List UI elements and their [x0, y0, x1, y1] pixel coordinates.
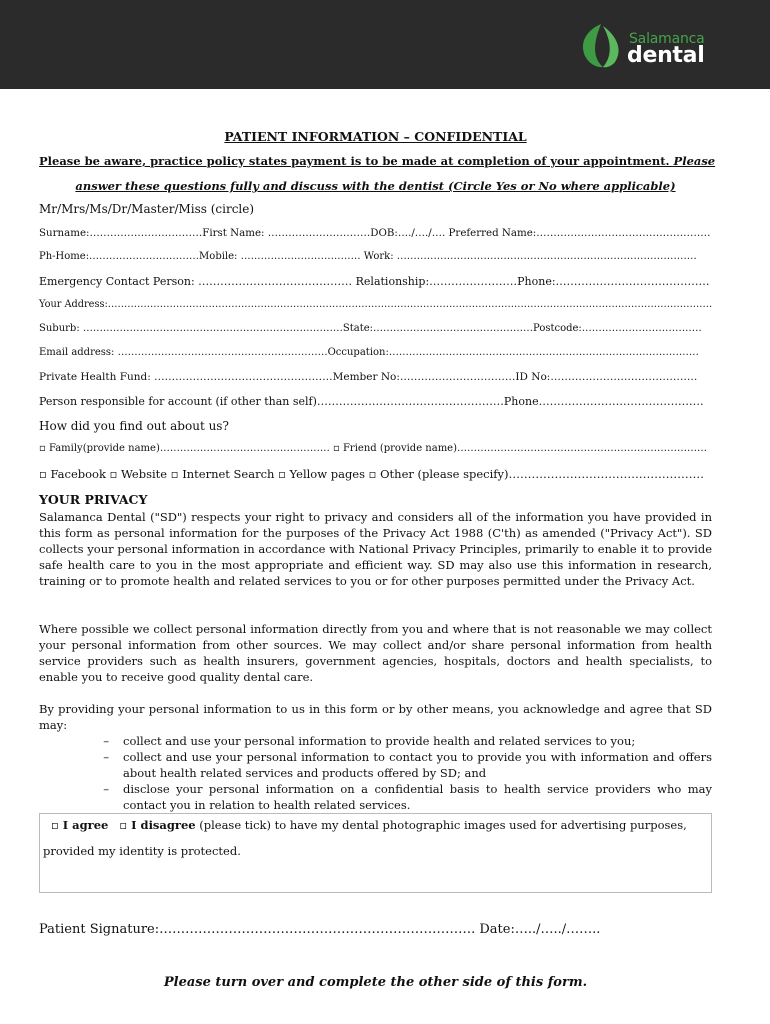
footer-note: Please turn over and complete the other side of this form. — [163, 975, 588, 990]
referral-sources[interactable]: ▫ Facebook ▫ Website ▫ Internet Search ▫ Yellow pages ▫ Other (please specify)…………………………………………… — [39, 467, 705, 481]
find-us-question: How did you find out about us? — [39, 419, 229, 433]
payment-notice-text: Please be aware, practice policy states payment is to be made at completion of your appointment. — [39, 154, 674, 168]
address-field[interactable]: Your Address:…………………………………………………………………………………………………………………………………………………………………… — [39, 299, 713, 310]
privacy-paragraph-2: Where possible we collect personal information directly from you and where that is not reasonable we may collect your personal information from other sources. We may collect and/or share personal information from health service providers such as health insurers, government agencies, hospitals, doctors and health specialists, to enable you to receive good quality dental care. — [39, 622, 712, 684]
suburb-field[interactable]: Suburb: ……………………………………………………………………State:…………………………………………Postcode:……………………………… — [39, 323, 702, 334]
page-title: PATIENT INFORMATION – CONFIDENTIAL — [224, 129, 527, 144]
list-item: – disclose your personal information on a confidential basis to health service providers who may contact you in relation to health related services. — [103, 782, 712, 812]
referral-family-friend[interactable]: ▫ Family(provide name)…………………………………………… ▫ Friend (provide name)………………………………………………………………… — [39, 443, 708, 454]
instructions-notice: answer these questions fully and discuss with the dentist (Circle Yes or No where applicable) — [75, 179, 676, 193]
salamanca-dental-logo — [577, 22, 717, 70]
logo-text-dental: dental — [627, 43, 705, 68]
phone-field[interactable]: Ph-Home:……………………………Mobile: ……………………………… Work: ……………………………………………………………………………… — [39, 251, 697, 262]
list-item: – collect and use your personal information to provide health and related services to you; — [103, 734, 636, 748]
consent-line-1 — [51, 818, 687, 832]
payment-notice — [39, 154, 716, 168]
leaf-icon — [577, 22, 625, 70]
photo-consent-box — [39, 813, 712, 893]
agree-checkbox[interactable]: ▫ I agree — [51, 818, 109, 832]
patient-signature-field[interactable]: Patient Signature:………………………………………………………………. Date:…../…../…….. — [39, 922, 601, 937]
list-item: – collect and use your personal information to contact you to provide you with information and offers about health related services and products offered by SD; and — [103, 750, 712, 780]
emergency-contact-field[interactable]: Emergency Contact Person: …………………………………… Relationship:……………………Phone:…………………………………… — [39, 275, 710, 288]
consent-line-2: provided my identity is protected. — [43, 844, 241, 858]
title-field[interactable]: Mr/Mrs/Ms/Dr/Master/Miss (circle) — [39, 202, 255, 216]
logo-text-salamanca: Salamanca — [629, 31, 705, 47]
responsible-person-field[interactable]: Person responsible for account (if other than self)……………………………………………Phone……………………………………… — [39, 395, 704, 408]
payment-notice-please: Please — [673, 154, 716, 168]
privacy-paragraph-1: Salamanca Dental ("SD") respects your right to privacy and considers all of the information you have provided in this form as personal information for the purposes of the Privacy Act 1988 (C'th) as amended ("Privacy Act"). SD collects your personal information in accordance with National Privacy Principles, primarily to enable it to provide safe health care to you in the most appropriate and efficient way. SD may also use this information in research, training or to promote health and related services to you or for other purposes permitted under the Privacy Act. — [39, 510, 712, 588]
health-fund-field[interactable]: Private Health Fund: ……………………………………………Member No:……………………………ID No:…………………………………… — [39, 371, 698, 383]
consent-text: (please tick) to have my dental photographic images used for advertising purposes, — [195, 818, 687, 832]
privacy-bullet-list — [39, 733, 712, 813]
privacy-paragraph-3: By providing your personal information to us in this form or by other means, you acknowledge and agree that SD may: — [39, 702, 712, 732]
name-dob-field[interactable]: Surname:……………………………First Name: …………………………DOB:…./…./…. Preferred Name:…………………………………………… — [39, 227, 711, 239]
privacy-heading: YOUR PRIVACY — [39, 492, 148, 507]
header-bar — [0, 0, 770, 89]
email-field[interactable]: Email address: ………………………………………………………Occupation:………………………………………………………………………………… — [39, 347, 699, 358]
disagree-checkbox[interactable]: ▫ I disagree — [119, 818, 196, 832]
